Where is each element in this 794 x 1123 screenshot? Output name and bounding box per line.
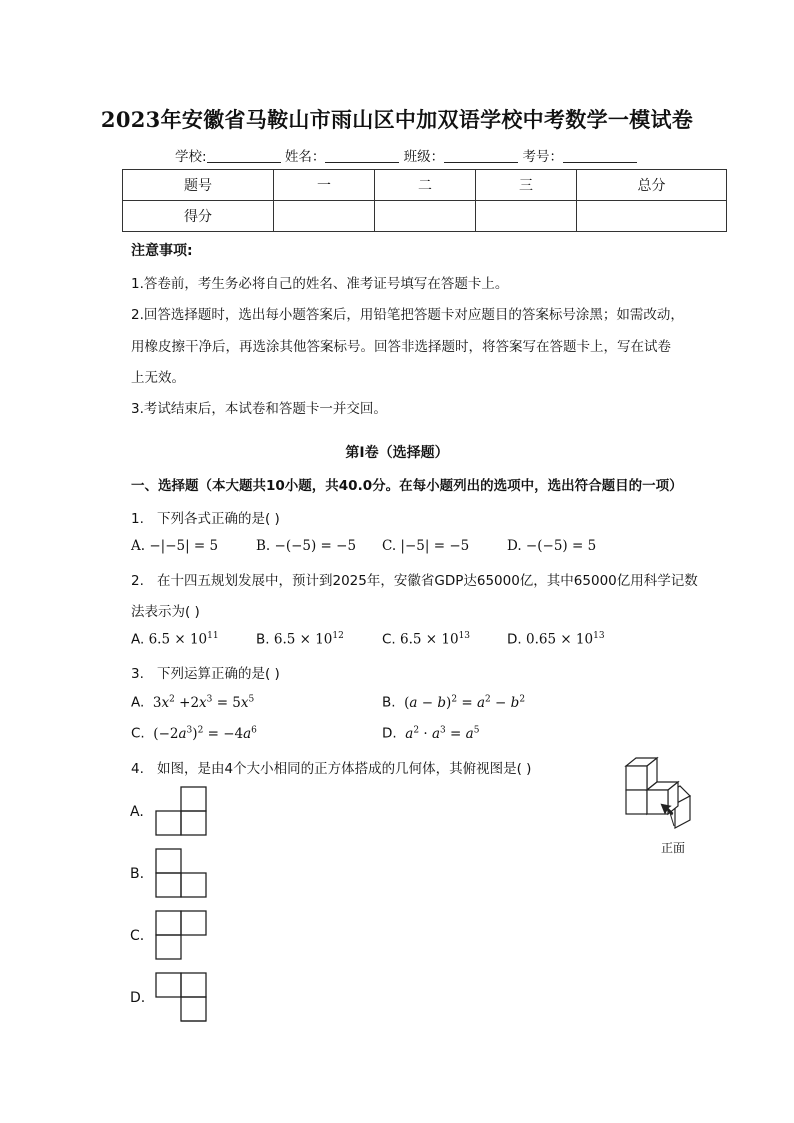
question-4 bbox=[131, 757, 531, 777]
option-label: B. bbox=[256, 631, 270, 648]
option-exponent: 12 bbox=[332, 631, 344, 641]
q4-solid-figure bbox=[620, 756, 695, 841]
score-cell bbox=[375, 201, 476, 232]
score-header-cell: 总分 bbox=[577, 170, 727, 201]
option-mantissa: 6.5 × 10 bbox=[273, 631, 333, 648]
q3-option-c bbox=[131, 725, 257, 742]
question-number: 3. bbox=[131, 666, 144, 682]
question-stem: 下列各式正确的是( ) bbox=[157, 511, 280, 527]
student-info-line bbox=[175, 145, 637, 165]
question-stem: 在十四五规划发展中，预计到2025年，安徽省GDP达65000亿，其中65000亿用科学记数 bbox=[157, 573, 698, 589]
school-blank bbox=[207, 148, 281, 163]
q3-option-b bbox=[382, 694, 525, 711]
q4-figure-label: 正面 bbox=[661, 841, 686, 855]
exam-no-blank bbox=[563, 148, 637, 163]
q4-option-b-label: B. bbox=[130, 866, 145, 882]
name-label: 姓名： bbox=[284, 149, 326, 165]
option-exponent: 11 bbox=[207, 631, 219, 641]
option-math: $(a - b)^2 = a^2 - b^2$ bbox=[399, 694, 526, 711]
score-header-cell: 题号 bbox=[123, 170, 274, 201]
question-number: 4. bbox=[131, 761, 144, 777]
school-label: 学校: bbox=[175, 149, 207, 165]
section-title: 第Ⅰ卷（选择题） bbox=[345, 445, 449, 461]
q1-option-d: D. −(−5) = 5 bbox=[507, 538, 597, 554]
page-title: 2023年安徽省马鞍山市雨山区中加双语学校中考数学一模试卷 bbox=[100, 107, 694, 132]
score-table-score-row bbox=[123, 201, 727, 232]
q1-option-c: C. |−5| = −5 bbox=[382, 538, 470, 554]
note-item: 用橡皮擦干净后，再选涂其他答案标号。回答非选择题时，将答案写在答题卡上，写在试卷 bbox=[131, 339, 671, 355]
option-mantissa: 6.5 × 10 bbox=[400, 631, 459, 648]
name-blank bbox=[325, 148, 399, 163]
score-cell bbox=[274, 201, 375, 232]
q2-option-a bbox=[131, 631, 219, 648]
question-3 bbox=[131, 662, 280, 682]
option-label: A. bbox=[131, 694, 145, 711]
option-mantissa: 0.65 × 10 bbox=[525, 631, 594, 648]
q2-option-d bbox=[507, 631, 605, 648]
score-table bbox=[122, 169, 727, 232]
note-item: 3.考试结束后，本试卷和答题卡一并交回。 bbox=[131, 401, 387, 417]
q4-option-a-figure bbox=[155, 786, 207, 836]
question-2 bbox=[131, 569, 698, 589]
question-2-cont: 法表示为( ) bbox=[131, 604, 200, 620]
score-row-label: 得分 bbox=[123, 201, 274, 232]
option-label: C. bbox=[131, 725, 145, 742]
part-title: 一、选择题（本大题共10小题，共40.0分。在每小题列出的选项中，选出符合题目的一项） bbox=[131, 478, 683, 494]
option-label: C. bbox=[382, 631, 396, 648]
q4-option-b-figure bbox=[155, 848, 207, 898]
q3-option-a bbox=[131, 694, 254, 711]
option-math: $a^2 \cdot a^3 = a^5$ bbox=[405, 725, 480, 742]
question-1 bbox=[131, 507, 280, 527]
q1-option-a: A. −|−5| = 5 bbox=[131, 538, 219, 554]
q4-option-c-figure bbox=[155, 910, 207, 960]
question-stem: 下列运算正确的是( ) bbox=[157, 666, 280, 682]
q2-option-c bbox=[382, 631, 470, 648]
q4-option-d-label: D. bbox=[130, 990, 146, 1006]
q4-option-d-figure bbox=[155, 972, 207, 1022]
note-item: 1.答卷前，考生务必将自己的姓名、准考证号填写在答题卡上。 bbox=[131, 276, 509, 292]
class-blank bbox=[444, 148, 518, 163]
score-header-cell: 二 bbox=[375, 170, 476, 201]
note-item: 2.回答选择题时，选出每小题答案后，用铅笔把答题卡对应题目的答案标号涂黑；如需改动， bbox=[131, 307, 684, 323]
note-item: 上无效。 bbox=[131, 370, 185, 386]
q3-option-d bbox=[382, 725, 479, 742]
option-mantissa: 6.5 × 10 bbox=[148, 631, 208, 648]
option-exponent: 13 bbox=[593, 631, 605, 641]
option-label: A. bbox=[131, 631, 145, 648]
class-label: 班级： bbox=[403, 149, 445, 165]
q4-option-a-label: A. bbox=[130, 804, 144, 820]
option-label: D. bbox=[382, 725, 397, 742]
option-math: $3x^2 +2x^3 = 5x^5$ bbox=[148, 694, 255, 711]
score-cell bbox=[577, 201, 727, 232]
score-header-cell: 一 bbox=[274, 170, 375, 201]
question-number: 1. bbox=[131, 511, 144, 527]
question-number: 2. bbox=[131, 573, 144, 589]
option-exponent: 13 bbox=[458, 631, 471, 641]
score-header-cell: 三 bbox=[476, 170, 577, 201]
score-cell bbox=[476, 201, 577, 232]
notes-heading: 注意事项: bbox=[131, 243, 193, 259]
exam-no-label: 考号： bbox=[522, 149, 563, 165]
q4-option-c-label: C. bbox=[130, 928, 145, 944]
q2-option-b bbox=[256, 631, 344, 648]
option-math: $(-2a^3)^2 = -4a^6$ bbox=[149, 725, 257, 742]
score-table-header-row bbox=[123, 170, 727, 201]
option-label: D. bbox=[507, 631, 522, 648]
option-label: B. bbox=[382, 694, 396, 711]
question-stem: 如图，是由4个大小相同的正方体搭成的几何体，其俯视图是( ) bbox=[157, 761, 532, 777]
q1-option-b: B. −(−5) = −5 bbox=[256, 538, 357, 554]
